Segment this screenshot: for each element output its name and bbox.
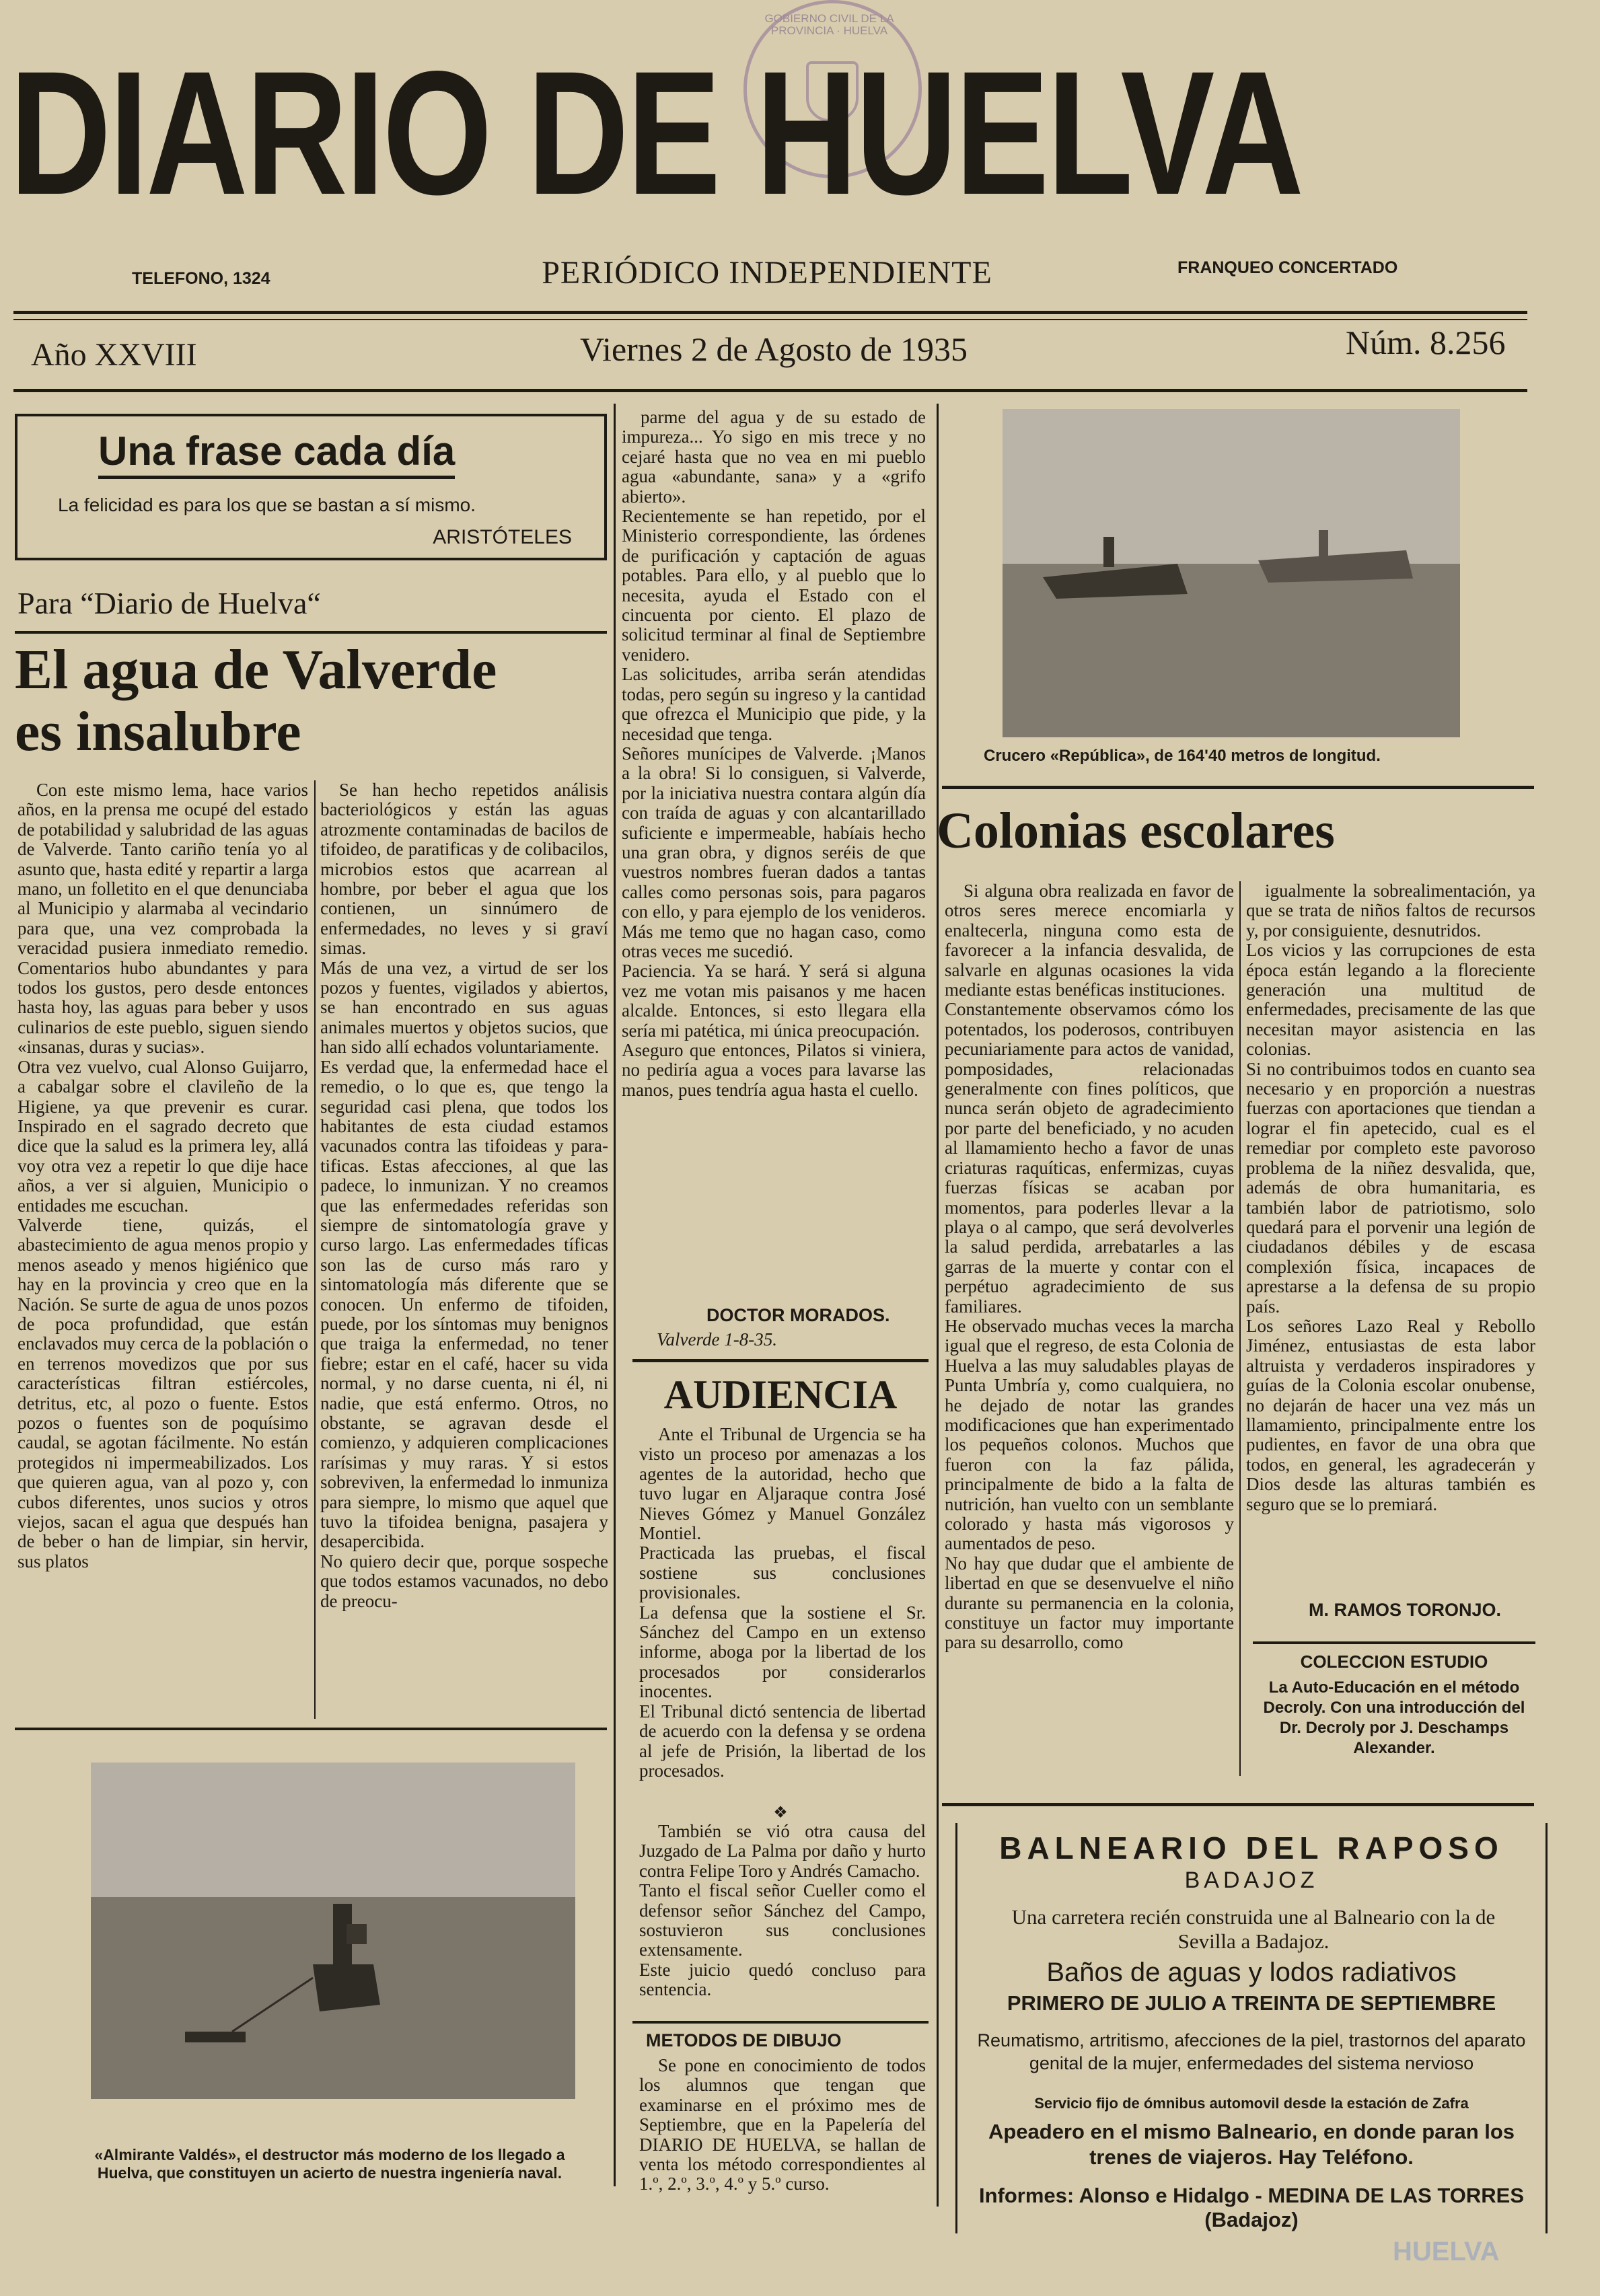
coleccion-title: COLECCION ESTUDIO [1300, 1652, 1488, 1672]
colonias-rule [942, 786, 1534, 789]
dibujo-body [639, 2056, 926, 2217]
column-divider-2 [937, 404, 939, 2207]
colonias-col1 [945, 881, 1234, 1783]
lead-col3-text: parme del agua y de su estado de impureza... Yo sigo en mis trece y no cejaré hasta que no vea en mi pueblo agua «abundante, sana» y a «grifo abierto». Recientemente se han repetido, por el Ministerio correspondiente, las órdenes de purificación y captación de aguas potables. Para ello, y al pueblo que lo necesita, ayuda el Estado con el cincuenta por ciento. El plazo de solicitud terminar al final de Septiembre venidero. Las solicitudes, arriba serán atendidas todas, pero según su ingreso y la cantidad que ofrezca el Municipio que pide, y la necesidad que tenga. Señores munícipes de Valverde. ¡Manos a la obra! Si lo consiguen, si Valverde, por la iniciativa nuestra contara algún día con traída de aguas y con alcantarillado suficiente e impermeable, habíais hecho una gran obra, y dignos seréis de que vuestros nombres fueran dados a tantas calles como personas sois, para pagaros con ello, y para ejemplo de los venideros. Más me temo que no hagan caso, como otras veces me sucedió. Paciencia. Ya se hará. Y será si alguna vez me votan mis paisanos y me hacen alcalde. Entonces, si esto llegara ella sería mi patética, mi única preocupación. Aseguro que entonces, Pilatos si viniera, no pediría agua a voces para lavarse las manos, pues tendría agua hasta el cuello. [622, 408, 926, 1100]
colonias-inner-divider [1239, 881, 1241, 1776]
masthead-rule-bottom [13, 389, 1527, 392]
ad-baths: Baños de aguas y lodos radiativos [1046, 1958, 1457, 1987]
headline-line2: es insalubre [15, 700, 301, 763]
coleccion-body: La Auto-Educación en el método Decroly. Con una introducción del Dr. Decroly por J. Deschamps Alexander. [1263, 1678, 1525, 1757]
library-watermark: HUELVA [1393, 2237, 1500, 2266]
ad-place: BADAJOZ [1184, 1867, 1319, 1893]
quote-box [15, 414, 607, 560]
colonias-signature: M. RAMOS TORONJO. [1309, 1600, 1502, 1620]
ad-info: Informes: Alonso e Hidalgo - MEDINA DE LAS TORRES (Badajoz) [978, 2184, 1525, 2231]
article-signature: DOCTOR MORADOS. [706, 1305, 890, 1325]
colonias-col2 [1246, 881, 1535, 1581]
dibujo-rule [632, 2021, 929, 2024]
colonias-col2-text: igualmente la sobrealimentación, ya que se trata de niños faltos de recursos y, por consiguiente, desnutridos. Los vicios y las corrupciones de esta época están legando a la floreciente generación una multitud de enfermedades, precisamente de las que necesitan mayor asistencia en las colonias. Si no contribuimos todos en cuanto sea necesario y en proporción a nuestras fuerzas con aportaciones que tiendan a lograr el fin apetecido, cual es el remediar por completo este pavoroso problema de la niñez desvalida, que, además de obra humanitaria, es también labor de patriotismo, solo quedará para el porvenir una legión de ciudadanos débiles y de escasa complexión física, incapaces de aprestarse a la defensa de su propio país. Los señores Lazo Real y Rebollo Jiménez, entusiastas de esta labor altruista y verdaderos inspiradores y guías de la Colonia escolar onubense, no dejarán de hacer una vez más un llamamiento, principalmente entre los pudientes, en favor de una obra que todos, en general, les agradecerán y Dios desde las alturas también es seguro que se lo premiará. [1246, 881, 1535, 1514]
ad-top-rule [942, 1803, 1534, 1806]
dibujo-text: Se pone en conocimiento de todos los alumnos que tengan que examinarse en el próximo mes de Septiembre, que en la Papelería del DIARIO DE HUELVA, se hallan de venta los método correspondientes al 1.º, 2.º, 3.º, 4.º y 5.º curso. [639, 2056, 926, 2194]
audiencia-body-2 [639, 1822, 926, 2017]
audiencia-text-2: También se vió otra causa del Juzgado de La Palma por daño y hurto contra Felipe Toro y Andrés Camacho. Tanto el fiscal señor Cueller como el defensor señor Sánchez del Campo, sostuvieron sus conclusiones extensamente. Este juicio quedó concluso para sentencia. [639, 1822, 926, 2000]
lead-article-col1 [17, 780, 308, 1736]
issue-date: Viernes 2 de Agosto de 1935 [579, 330, 968, 368]
year: Año XXVIII [31, 337, 197, 373]
balneario-ad [955, 1823, 1548, 2233]
kicker-rule [15, 631, 607, 634]
coleccion-rule [1253, 1641, 1535, 1644]
ad-road: Una carretera recién construida une al Balneario con la de Sevilla a Badajoz. [1011, 1905, 1496, 1953]
destroyer-photo [91, 1763, 575, 2099]
telephone: TELEFONO, 1324 [132, 269, 270, 288]
quote-heading: Una frase cada día [98, 427, 455, 479]
destroyer-illustration [91, 1763, 575, 2099]
masthead-rule-thin [13, 319, 1527, 320]
section-rule-left [15, 1728, 607, 1730]
separator-ornament: ❖ [773, 1804, 788, 1822]
newspaper-title: DIARIO DE HUELVA [9, 34, 1302, 231]
dibujo-title: METODOS DE DIBUJO [646, 2030, 842, 2050]
subtitle: PERIÓDICO INDEPENDIENTE [542, 255, 992, 291]
lead-article-col2 [320, 780, 608, 1736]
colonias-col1-text: Si alguna obra realizada en favor de otros seres merece encomiarla y enaltecerla, ninguna como esta de favorecer a la infancia desvalida, de salvarle en algunas ocasiones la vida mediante estas benéficas instituciones. Constantemente observamos cómo los potentados, los poderosos, contribuyen pecuniariamente para actos de vanidad, pomposidades, relacionadas generalmente con fines políticos, que nunca serán objeto de agradecimiento por parte del beneficiado, y no acuden al llamamiento hecho a favor de unas criaturas raquíticas, enfermizas, cuyas fuerzas físicas se acaban por momentos, para poderles llevar a la playa o al campo, que será devolverles la salud perdida, arrebatarles a las garras de la muerte y contar con el perpétuo agradecimiento de sus familiares. He observado muchas veces la marcha igual que el regreso, de esta Colonia de Huelva a las muy saludables playas de Punta Umbría y, como cualquiera, no he dejado de notar las grandes modificaciones que han experimentado los pequeños colonos. Muchos que fueron con la faz pálida, principalmente de bido a la falta de nutrición, han vuelto con un semblante colorado y hasta más vigorosos y aumentados de peso. No hay que dudar que el ambiente de libertad en que se desenvuelve el niño durante su permanencia en la colonia, constituye un factor muy importante para su desarrollo, como [945, 881, 1234, 1653]
cruiser-caption: Crucero «República», de 164'40 metros de longitud. [984, 747, 1381, 765]
ad-name: BALNEARIO DEL RAPOSO [999, 1830, 1504, 1865]
lead-col1-text: Con este mismo lema, hace varios años, en la prensa me ocupé del estado de potabilidad y salubridad de las aguas de Valverde. Tanto cariño tenía yo al asunto que, hasta edité y repartir a larga mano, un folletito en el que denunciaba al Municipio y alarmaba al vecindario para que, una vez comprobada la veracidad pusiera inmediato remedio. Comentarios hubo abundantes y para todos los gustos, pero desde entonces hasta hoy, las aguas para beber y usos culinarios de este pueblo, siguen siendo «insanas, duras y sucias». Otra vez vuelvo, cual Alonso Guijarro, a cabalgar sobre el clavileño de la Higiene, ya que prevenir es curar. Inspirado en el sagrado decreto que dice que la salud es la primera ley, allá voy otra vez a repetir lo que dije hace años, a ver si alguien, Municipio o entidades me escuchan. Valverde tiene, quizás, el abastecimiento de agua menos propio y menos aseado y menos higiénico que hay en la provincia y creo que en la Nación. Se surte de agua de unos pozos de poca profundidad, que están enclavados muy cerca de la población o en terrenos movedizos que por sus características filtran estiércoles, detritus, etc, al pozo o fuente. Estos pozos o fuentes son de poquísimo caudal, se agotan fácilmente. No están protegidos ni impermeabilizados. Los que quieren agua, van al pozo y, con cubos diferentes, unos sucios y otros viejos, sacan el agua que después han de beber o han de limpiar, sin hervir, sus platos [17, 780, 308, 1571]
lead-inner-divider [314, 780, 316, 1719]
headline-line1: El agua de Valverde [15, 638, 497, 701]
colonias-title: Colonias escolares [937, 803, 1335, 859]
audiencia-rule [632, 1359, 929, 1362]
masthead-rule-top [13, 311, 1527, 314]
audiencia-body [639, 1425, 926, 1814]
lead-article-col3 [622, 408, 926, 1302]
article-dateline: Valverde 1-8-35. [657, 1329, 777, 1349]
ad-ailments: Reumatismo, artritismo, afecciones de la piel, trastornos del aparato genital de la mujer, enfermedades del sistema nervioso [977, 2030, 1526, 2073]
cruiser-illustration [1003, 409, 1460, 737]
ad-service: Servicio fijo de ómnibus automovil desde la estación de Zafra [1034, 2095, 1469, 2112]
column-divider-1 [614, 404, 616, 2186]
audiencia-text: Ante el Tribunal de Urgencia se ha visto un proceso por amenazas a los agentes de la autoridad, hecho que tuvo lugar en Aljaraque contra José Nieves Gómez y Manuel González Montiel. Practicada las pruebas, el fiscal sostiene sus conclusiones provisionales. La defensa que la sostiene el Sr. Sánchez del Campo en un extenso informe, aboga por la libertad de los procesados por considerarlos inocentes. El Tribunal dictó sentencia de libertad de acuerdo con la defensa y se ordena al jefe de Prisión, la libertad de los procesados. [639, 1425, 926, 1781]
destroyer-caption: «Almirante Valdés», el destructor más moderno de los llegado a Huelva, que constituyen un acierto de nuestra ingeniería naval. [94, 2146, 565, 2182]
cruiser-photo [1003, 409, 1460, 737]
article-kicker: Para “Diario de Huelva“ [17, 586, 321, 620]
stamp-text: GOBIERNO CIVIL DE LA PROVINCIA · HUELVA [764, 12, 894, 37]
quote-author: ARISTÓTELES [433, 526, 572, 548]
issue-number: Núm. 8.256 [1346, 324, 1506, 361]
ad-season: PRIMERO DE JULIO A TREINTA DE SEPTIEMBRE [1007, 1991, 1496, 2015]
audiencia-title: AUDIENCIA [663, 1372, 898, 1417]
postage-note: FRANQUEO CONCERTADO [1177, 258, 1398, 277]
quote-text: La felicidad es para los que se bastan a sí mismo. [58, 494, 476, 515]
ad-stop: Apeadero en el mismo Balneario, en donde paran los trenes de viajeros. Hay Teléfono. [988, 2120, 1515, 2169]
lead-col2-text: Se han hecho repetidos análisis bacteriológicos y están las aguas atrozmente contaminadas de bacilos de tifoideo, de paratificas y de colibacilos, microbios estos que acarrean al hombre, por beber el agua que los contienen, un sinnúmero de enfermedades, no leves y si graví simas. Más de una vez, a virtud de ser los pozos y fuentes, vigilados y abiertos, se han encontrado en sus aguas animales muertos y objetos sucios, que han sido allí echados voluntariamente. Es verdad que, la enfermedad hace el remedio, o lo que es, que tengo la seguridad casi plena, que todos los habitantes de esta ciudad estamos vacunados contra las tifoideas y para-tificas. Estas afecciones, al que las padece, lo inmunizan. Y no creamos que las enfermedades referidas son siempre de sintomatología grave y curso largo. Las enfermedades tíficas son las de curso más raro y sintomatología más diferente que se conocen. Un enfermo de tifoiden, puede, por los síntomas muy benignos que traiga la enfermedad, no tener fiebre; estar en el café, hacer su vida normal, y no darse cuenta, ni él, ni nadie, que está enfermo. Otros, no obstante, se agravan desde el comienzo, y adquieren complicaciones rarísimas y muy raras. Y si estos sobreviven, la enfermedad lo inmuniza para siempre, lo mismo que aquel que tuvo la tifoidea benigna, pasajera y desapercibida. No quiero decir que, porque sospeche que todos estamos vacunados, no debo de preocu- [320, 780, 608, 1611]
